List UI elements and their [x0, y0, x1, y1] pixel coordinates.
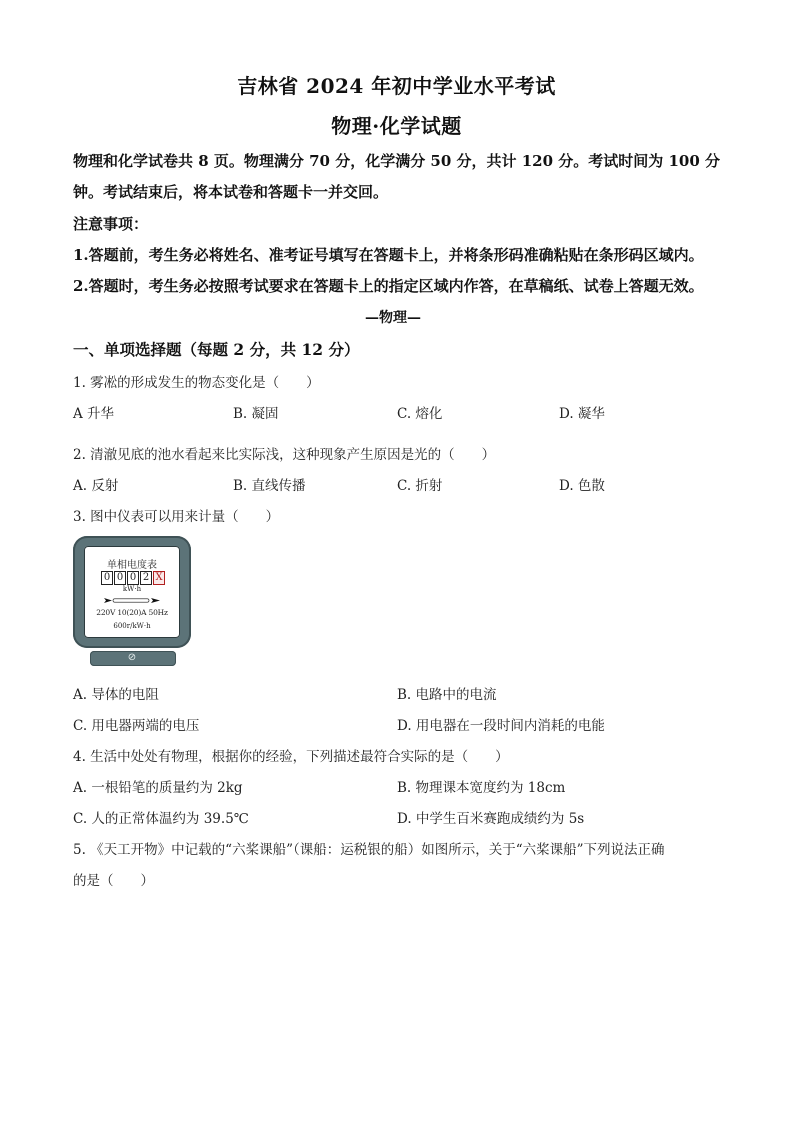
rotation-arrow-icon [104, 598, 160, 603]
question-2-stem: 2. 清澈见底的池水看起来比实际浅，这种现象产生原因是光的（ ） [73, 447, 496, 463]
meter-digit: 0 [127, 571, 139, 585]
question-3-stem: 3. 图中仪表可以用来计量（ ） [73, 509, 280, 525]
meter-unit: kW·h [122, 585, 142, 593]
meter-digit: 0 [101, 571, 113, 585]
meter-digit: 2 [140, 571, 152, 585]
question-4-option-d: D. 中学生百米赛跑成绩约为 5s [397, 811, 585, 827]
exam-subtitle: 物理·化学试题 [331, 114, 462, 138]
question-3-option-b: B. 电路中的电流 [397, 687, 497, 703]
subject-label: —物理— [365, 310, 421, 326]
question-2-option-b: B. 直线传播 [233, 478, 306, 494]
electric-meter-figure [73, 536, 191, 668]
meter-spec: 220V 10(20)A 50Hz [96, 608, 168, 617]
intro-line-2: 钟。考试结束后，将本试卷和答题卡一并交回。 [73, 183, 389, 201]
notice-item-2: 2.答题时，考生务必按照考试要求在答题卡上的指定区域内作答，在草稿纸、试卷上答题无效。 [73, 277, 704, 295]
question-4-stem: 4. 生活中处处有物理，根据你的经验，下列描述最符合实际的是（ ） [73, 749, 509, 765]
meter-digit: 0 [114, 571, 126, 585]
meter-base [90, 651, 176, 666]
question-1-option-c: C. 熔化 [397, 406, 443, 422]
question-4-option-a: A. 一根铅笔的质量约为 2kg [73, 780, 243, 796]
section-heading: 一、单项选择题（每题 2 分，共 12 分） [73, 340, 360, 359]
meter-knob-icon: ⊘ [127, 652, 137, 663]
meter-digits [101, 571, 166, 585]
meter-face [84, 546, 180, 638]
question-5-stem-line-1: 5. 《天工开物》中记载的“六桨课船”（课船：运税银的船）如图所示，关于“六桨课船”下列说法正确 [73, 842, 665, 858]
question-4-option-b: B. 物理课本宽度约为 18cm [397, 780, 566, 796]
question-2-option-a: A. 反射 [73, 478, 119, 494]
exam-title: 吉林省 2024 年初中学业水平考试 [237, 74, 556, 98]
question-3-option-d: D. 用电器在一段时间内消耗的电能 [397, 718, 605, 734]
meter-constant: 600r/kW·h [113, 622, 151, 630]
meter-body [73, 536, 191, 648]
question-2-option-c: C. 折射 [397, 478, 443, 494]
meter-digit-decimal: X [153, 571, 165, 585]
question-1-stem: 1. 雾凇的形成发生的物态变化是（ ） [73, 375, 320, 391]
meter-name: 单相电度表 [107, 560, 157, 571]
question-3-option-c: C. 用电器两端的电压 [73, 718, 200, 734]
notice-heading: 注意事项： [73, 215, 149, 233]
question-2-option-d: D. 色散 [559, 478, 605, 494]
question-1-option-d: D. 凝华 [559, 406, 605, 422]
notice-item-1: 1.答题前，考生务必将姓名、准考证号填写在答题卡上，并将条形码准确粘贴在条形码区域内。 [73, 246, 704, 264]
question-1-option-b: B. 凝固 [233, 406, 279, 422]
intro-line-1: 物理和化学试卷共 8 页。物理满分 70 分，化学满分 50 分，共计 120 分。考试时间为 100 分 [73, 152, 721, 170]
question-1-option-a: A 升华 [73, 406, 115, 422]
question-3-option-a: A. 导体的电阻 [73, 687, 159, 703]
question-4-option-c: C. 人的正常体温约为 39.5℃ [73, 811, 249, 827]
question-5-stem-line-2: 的是（ ） [73, 873, 154, 889]
